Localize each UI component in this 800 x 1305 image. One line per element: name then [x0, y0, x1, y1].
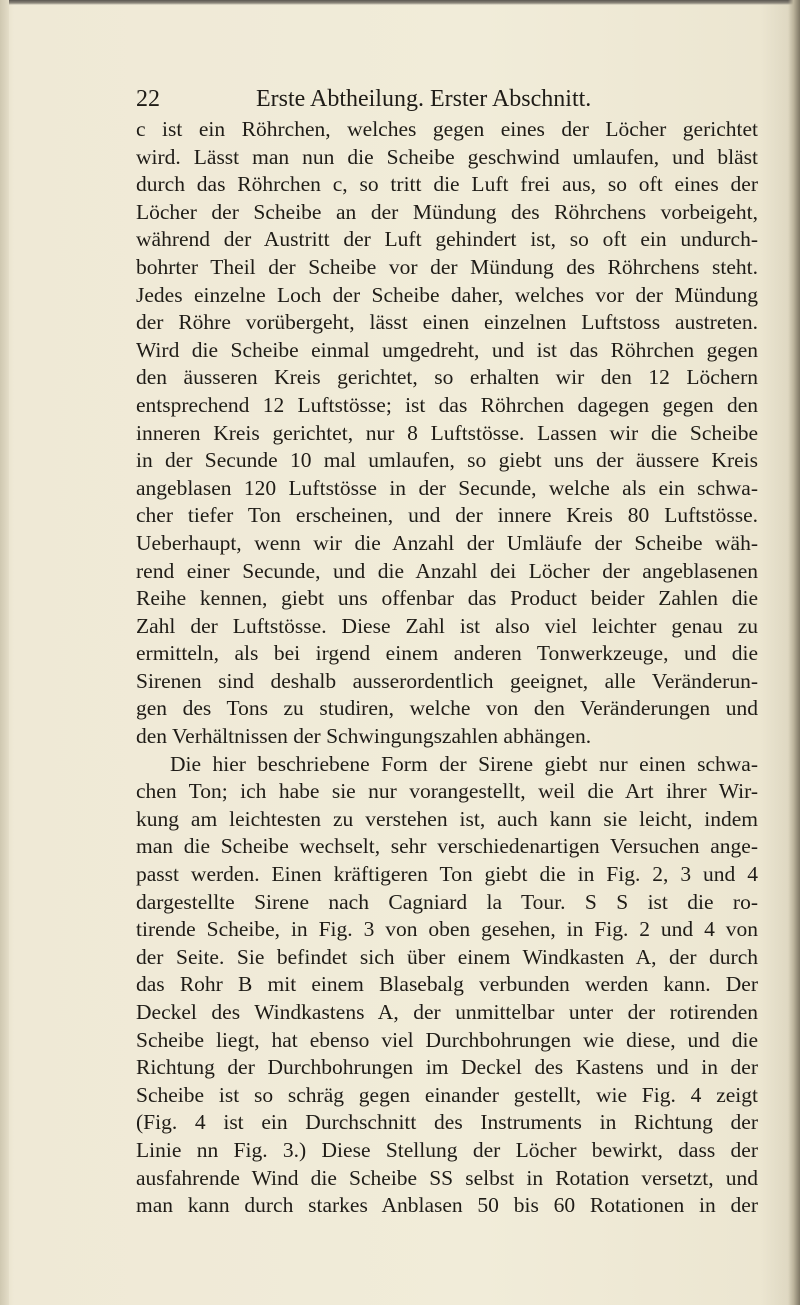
text-line: Zahl der Luftstösse. Diese Zahl ist also viel leichter genau zu — [136, 613, 758, 638]
text-line: Ueberhaupt, wenn wir die Anzahl der Umläufe der Scheibe wäh- — [136, 530, 758, 555]
text-line: ausfahrende Wind die Scheibe SS selbst in Rotation versetzt, und — [136, 1165, 758, 1190]
text-line: gen des Tons zu studiren, welche von den Veränderungen und — [136, 696, 758, 721]
text-line: in der Secunde 10 mal umlaufen, so giebt uns der äussere Kreis — [136, 448, 758, 473]
text-line: dargestellte Sirene nach Cagniard la Tour. S S ist die ro- — [136, 889, 758, 914]
text-line: Richtung der Durchbohrungen im Deckel des Kastens und in der — [136, 1055, 758, 1080]
text-line: Deckel des Windkastens A, der unmittelbar unter der rotirenden — [136, 1000, 758, 1024]
body-text — [136, 116, 758, 1220]
text-line: Reihe kennen, giebt uns offenbar das Product beider Zahlen die — [136, 586, 758, 611]
text-line: den Verhältnissen der Schwingungszahlen abhängen. — [136, 724, 592, 749]
page-number: 22 — [136, 86, 160, 112]
running-head: Erste Abtheilung. Erster Abschnitt. — [256, 86, 592, 112]
text-line: Jedes einzelne Loch der Scheibe daher, welches vor der Mündung — [136, 282, 758, 307]
page-top-edge — [0, 0, 800, 5]
text-line: c ist ein Röhrchen, welches gegen eines der Löcher gerichtet — [136, 117, 758, 141]
text-line: cher tiefer Ton erscheinen, und der innere Kreis 80 Luftstösse. — [136, 503, 758, 528]
text-line: den äusseren Kreis gerichtet, so erhalten wir den 12 Löchern — [136, 365, 758, 390]
text-line: wird. Lässt man nun die Scheibe geschwind umlaufen, und bläst — [136, 144, 758, 169]
text-line: (Fig. 4 ist ein Durchschnitt des Instruments in Richtung der — [136, 1110, 758, 1135]
text-line: bohrter Theil der Scheibe vor der Mündung des Röhrchens steht. — [136, 254, 758, 279]
page-header — [136, 82, 656, 116]
text-line: inneren Kreis gerichtet, nur 8 Luftstösse. Lassen wir die Scheibe — [136, 420, 758, 445]
text-line: Scheibe liegt, hat ebenso viel Durchbohrungen wie diese, und die — [136, 1027, 758, 1052]
page-gutter — [0, 0, 9, 1305]
text-line: Scheibe ist so schräg gegen einander gestellt, wie Fig. 4 zeigt — [136, 1082, 758, 1107]
text-line: ermitteln, als bei irgend einem anderen Tonwerkzeuge, und die — [136, 641, 758, 666]
text-line: man die Scheibe wechselt, sehr verschiedenartigen Versuchen ange- — [136, 834, 758, 859]
text-line: der Seite. Sie befindet sich über einem Windkasten A, der durch — [136, 944, 758, 969]
text-line: der Röhre vorübergeht, lässt einen einzelnen Luftstoss austreten. — [136, 310, 758, 335]
text-line: Wird die Scheibe einmal umgedreht, und ist das Röhrchen gegen — [136, 337, 758, 362]
text-line: passt werden. Einen kräftigeren Ton giebt die in Fig. 2, 3 und 4 — [136, 862, 758, 887]
text-line: angeblasen 120 Luftstösse in der Secunde, welche als ein schwa- — [136, 475, 758, 500]
text-line: durch das Röhrchen c, so tritt die Luft frei aus, so oft eines der — [136, 172, 758, 197]
text-line: während der Austritt der Luft gehindert ist, so oft ein undurch- — [136, 227, 758, 252]
text-line: Die hier beschriebene Form der Sirene giebt nur einen schwa- — [170, 751, 758, 776]
text-line: man kann durch starkes Anblasen 50 bis 60 Rotationen in der — [136, 1193, 758, 1218]
text-line: rend einer Secunde, und die Anzahl dei Löcher der angeblasenen — [136, 558, 758, 583]
text-line: Linie nn Fig. 3.) Diese Stellung der Löcher bewirkt, dass der — [136, 1137, 758, 1162]
text-line: chen Ton; ich habe sie nur vorangestellt, weil die Art ihrer Wir- — [136, 779, 758, 804]
text-line: Löcher der Scheibe an der Mündung des Röhrchens vorbeigeht, — [136, 199, 758, 224]
text-line: tirende Scheibe, in Fig. 3 von oben gesehen, in Fig. 2 und 4 von — [136, 917, 758, 942]
text-line: Sirenen sind deshalb ausserordentlich geeignet, alle Veränderun- — [136, 668, 758, 693]
text-line: das Rohr B mit einem Blasebalg verbunden werden kann. Der — [136, 972, 758, 997]
page-right-edge — [788, 0, 800, 1305]
text-line: entsprechend 12 Luftstösse; ist das Röhrchen dagegen gegen den — [136, 392, 758, 417]
text-line: kung am leichtesten zu verstehen ist, auch kann sie leicht, indem — [136, 806, 758, 831]
